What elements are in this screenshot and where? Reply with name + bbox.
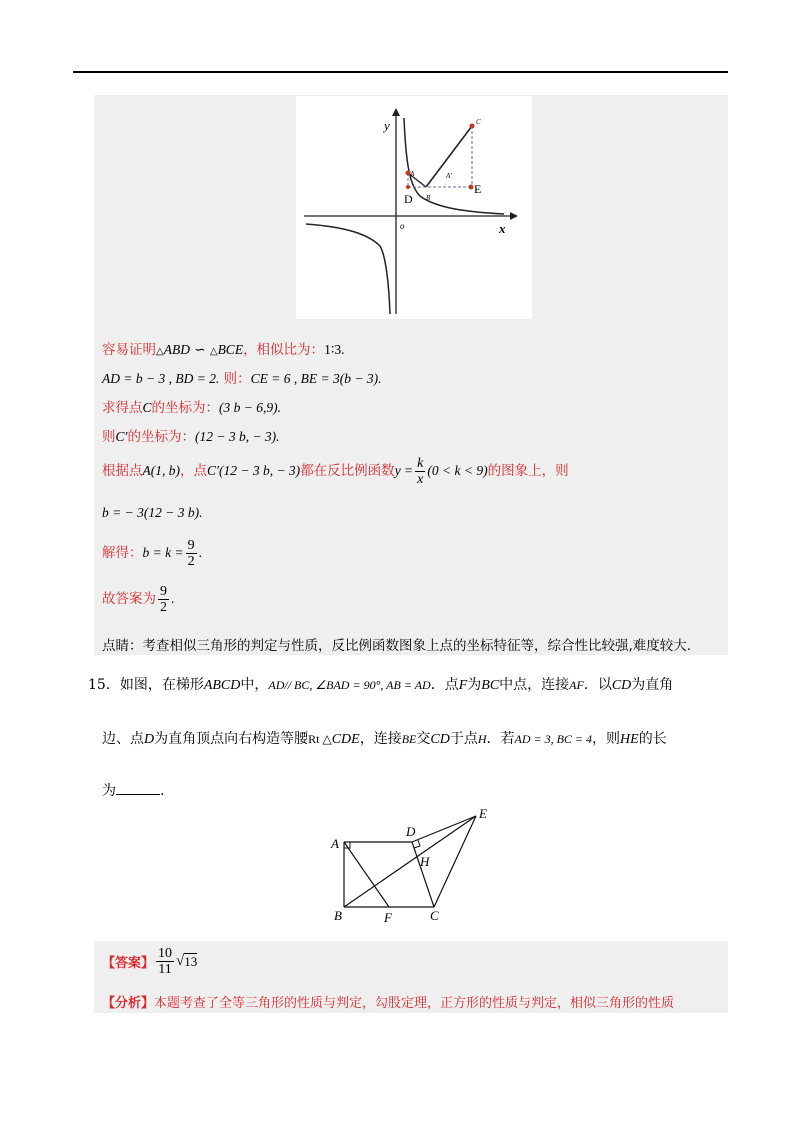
solution-line-5: 根据点A(1, b)，点C′(12 − 3 b, − 3)都在反比例函数y = $\frac{k}{x}$ (0 < k < 9)的图象上，则 [102, 456, 569, 487]
label-E: E [479, 806, 487, 821]
point-d [406, 185, 410, 189]
hyperbola-branch-2 [306, 224, 390, 314]
analysis-line: 【分析】本题考查了全等三角形的性质与判定，勾股定理，正方形的性质与判定，相似三角形的性质 [102, 996, 675, 1011]
label-F: F [384, 910, 392, 924]
label-a: A [410, 170, 415, 178]
solution-note: 点睛：考查相似三角形的判定与性质，反比例函数图象上点的坐标特征等，综合性比较强,难度较大. [102, 638, 692, 654]
label-y: y [384, 118, 390, 133]
trapezoid-figure [326, 806, 496, 924]
solution-line-6: b = − 3(12 − 3 b). [102, 505, 203, 520]
answer-line: 【答案】 $\frac{10}{11}$ √13 [102, 946, 198, 977]
label-B: B [334, 908, 342, 923]
label-b: B [426, 194, 431, 202]
solution-line-3: 求得点C的坐标为：(3 b − 6,9). [102, 400, 281, 416]
label-x: x [499, 221, 506, 236]
x-arrow [510, 212, 518, 220]
hyperbola-graph [296, 96, 532, 319]
question-line-2: 边、点D为直角顶点向右构造等腰Rt △CDE，连接BE交CD于点H．若AD = 3, BC = 4，则HE的长 [102, 731, 667, 747]
label-c: C [476, 118, 481, 126]
solution-line-8: 故答案为 $\frac{9}{2}$ . [102, 584, 175, 615]
header-rule [73, 71, 728, 73]
point-c [470, 124, 475, 129]
question-line-3: 为 . [102, 783, 165, 799]
solution-line-1: 容易证明△ABD ∽ △BCE，相似比为：1∶3. [102, 342, 345, 358]
solution-line-2: AD = b − 3 , BD = 2. 则：CE = 6 , BE = 3(b − 3). [102, 371, 382, 387]
question-line-1: 15．如图，在梯形ABCD中，AD// BC, ∠BAD = 90°, AB = AD．点F为BC中点，连接AF．以CD为直角 [88, 677, 674, 693]
label-a-prime: A' [446, 172, 452, 180]
label-C: C [430, 908, 439, 923]
hyperbola-figure [296, 96, 532, 319]
solution-line-4: 则C′的坐标为：(12 − 3 b, − 3). [102, 429, 280, 445]
label-A: A [331, 836, 339, 851]
answer-blank[interactable] [116, 782, 160, 795]
label-o: o [400, 221, 405, 231]
trapezoid-diagram [326, 806, 496, 924]
label-d: D [404, 192, 413, 206]
label-H: H [420, 854, 430, 869]
label-e: E [474, 182, 482, 196]
point-e [469, 185, 474, 190]
label-D: D [406, 824, 416, 839]
y-arrow [392, 108, 400, 116]
hyperbola-branch-1 [404, 118, 504, 214]
solution-line-7: 解得：b = k = $\frac{9}{2}$ . [102, 538, 202, 569]
